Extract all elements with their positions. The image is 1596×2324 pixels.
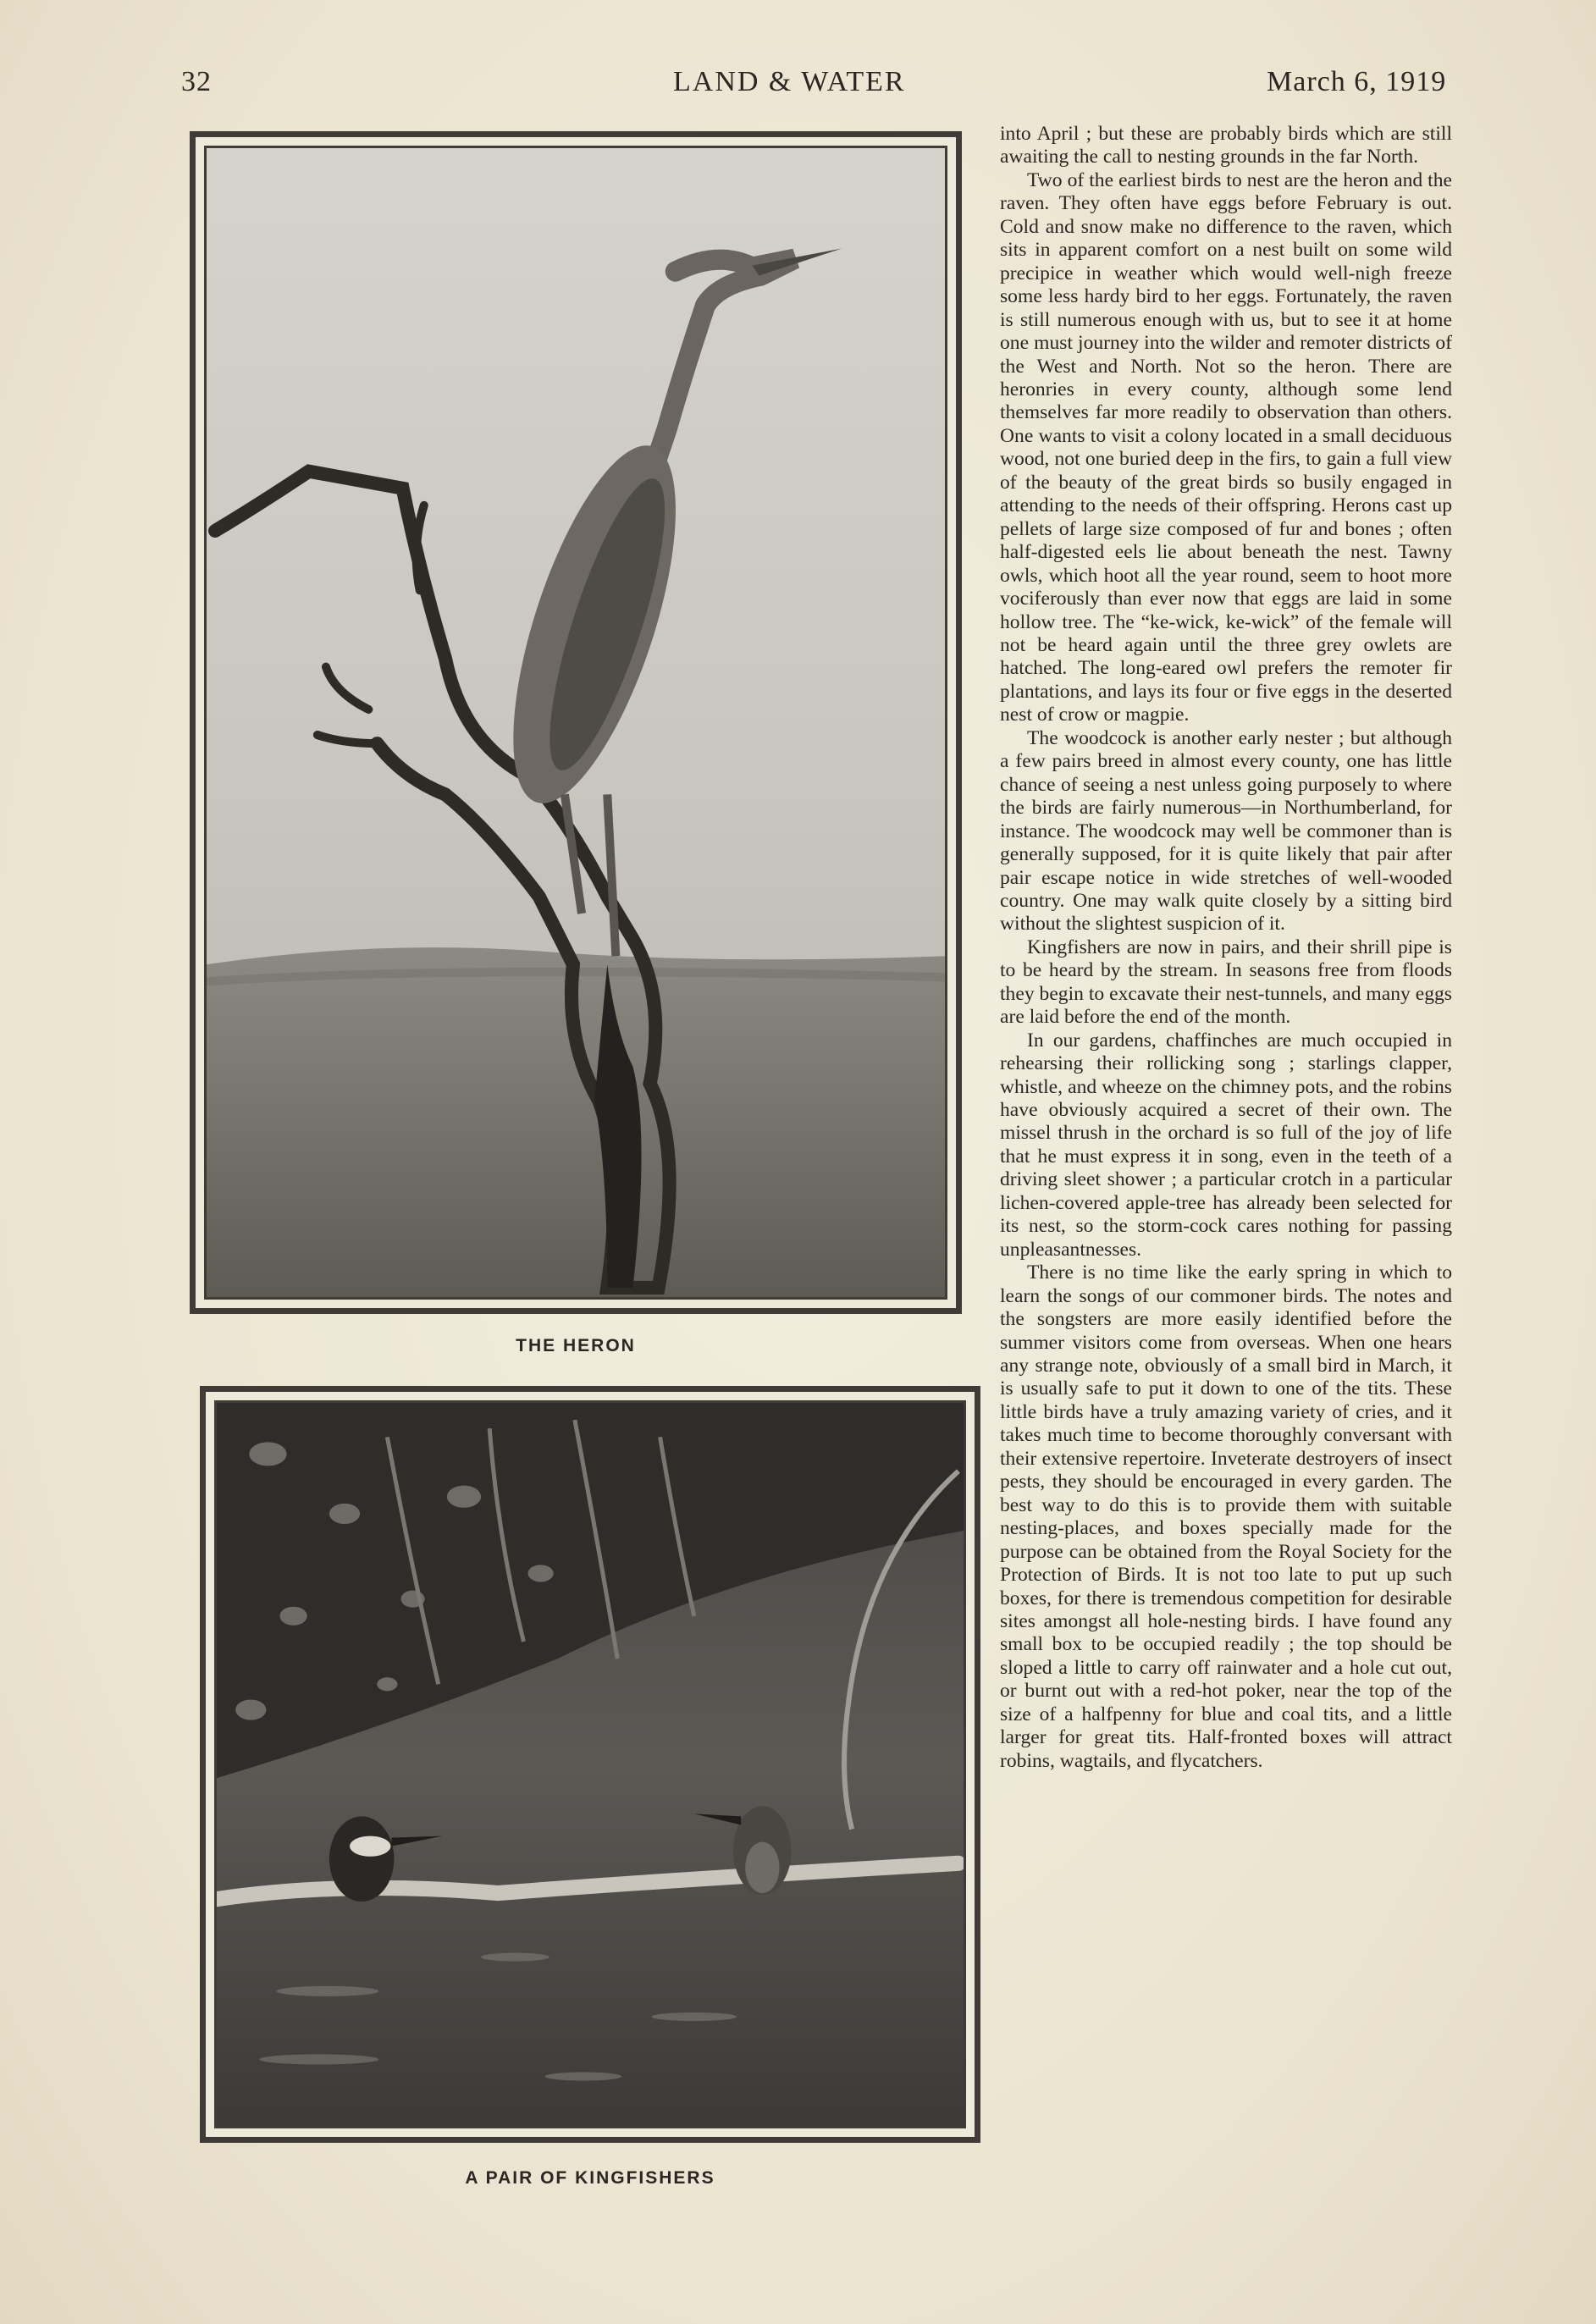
issue-date: March 6, 1919 <box>1267 66 1447 97</box>
kingfishers-photo <box>200 1386 980 2143</box>
article-paragraph: Two of the earliest birds to nest are the heron and the raven. They often have eggs before February is out. Cold and snow make no difference to the raven, which sits in apparent comfort on a nest built on some wild precipice in weather which would well-nigh freeze some less hardy bird to her eggs. Fortunately, the raven is still numerous enough with us, but to see it at home one must journey into the wilder and remoter districts of the West and North. Not so the heron. There are heronries in every county, although some lend themselves far more readily to observation than others. One wants to visit a colony located in a small deciduous wood, not one buried deep in the firs, to gain a full view of the beauty of the great birds so busily engaged in attending to the needs of their offspring. Herons cast up pellets of large size composed of fur and bones ; often half-digested eels lie about beneath the nest. Tawny owls, which hoot all the year round, seem to hoot more vociferously than ever now that eggs are laid in some hollow tree. The “ke-wick, ke-wick” of the female will not be heard again until the three grey owlets are hatched. The long-eared owl prefers the remoter fir plantations, and lays its four or five eggs in the deserted nest of crow or magpie. <box>1000 168 1452 726</box>
article-paragraph: There is no time like the early spring in which to learn the songs of our commoner birds. The notes and the songsters are more easily identified before the summer visitors come from overseas. When one hears any strange note, obviously of a small bird in March, it is usually safe to put it down to one of the tits. These little birds have a truly amazing variety of cries, and it takes much time to become thoroughly conversant with their extensive repertoire. Inveterate destroyers of insect pests, they should be encouraged in every garden. The best way to do this is to provide them with suitable nesting-places, and boxes specially made for the purpose can be obtained from the Royal Society for the Protection of Birds. It is not too late to put up such boxes, for there is tremendous competition for desirable sites amongst all hole-nesting birds. I have found any small box to be occupied readily ; the top should be sloped a little to carry off rainwater and a hole cut out, or burnt out with a red-hot poker, near the top of the size of a halfpenny for blue and coal tits, and a little larger for great tits. Half-fronted boxes will attract robins, wagtails, and flycatchers. <box>1000 1261 1452 1772</box>
article-column <box>1000 123 1452 1773</box>
page-number: 32 <box>181 66 212 97</box>
article-paragraph: Kingfishers are now in pairs, and their shrill pipe is to be heard by the stream. In seasons free from floods they begin to excavate their nest-tunnels, and many eggs are laid before the end of the month. <box>1000 936 1452 1029</box>
article-paragraph: The woodcock is another early nester ; but although a few pairs breed in almost every county, one has little chance of seeing a nest unless going purposely to where the birds are fairly numerous—in Northumberland, for instance. The woodcock may well be commoner than is generally supposed, for it is quite likely that pair after pair escape notice in wide stretches of well-wooded country. One may walk quite closely by a sitting bird without the slightest suspicion of it. <box>1000 726 1452 936</box>
publication-title: LAND & WATER <box>673 66 906 97</box>
heron-photo-image <box>204 146 947 1300</box>
kingfishers-caption: A PAIR OF KINGFISHERS <box>465 2168 715 2188</box>
heron-caption: THE HERON <box>516 1336 636 1355</box>
kingfishers-photo-image <box>214 1400 966 2128</box>
article-paragraph: into April ; but these are probably birds which are still awaiting the call to nesting grounds in the far North. <box>1000 123 1452 168</box>
heron-photo <box>190 131 962 1314</box>
article-paragraph: In our gardens, chaffinches are much occupied in rehearsing their rollicking song ; starlings clapper, whistle, and wheeze on the chimney pots, and the robins have obviously acquired a secret of their own. The missel thrush in the orchard is so full of the joy of life that he must express it in song, even in the teeth of a driving sleet shower ; a particular crotch in a particular lichen-covered apple-tree has already been selected for its nest, so the storm-cock cares nothing for passing unpleasantnesses. <box>1000 1029 1452 1261</box>
